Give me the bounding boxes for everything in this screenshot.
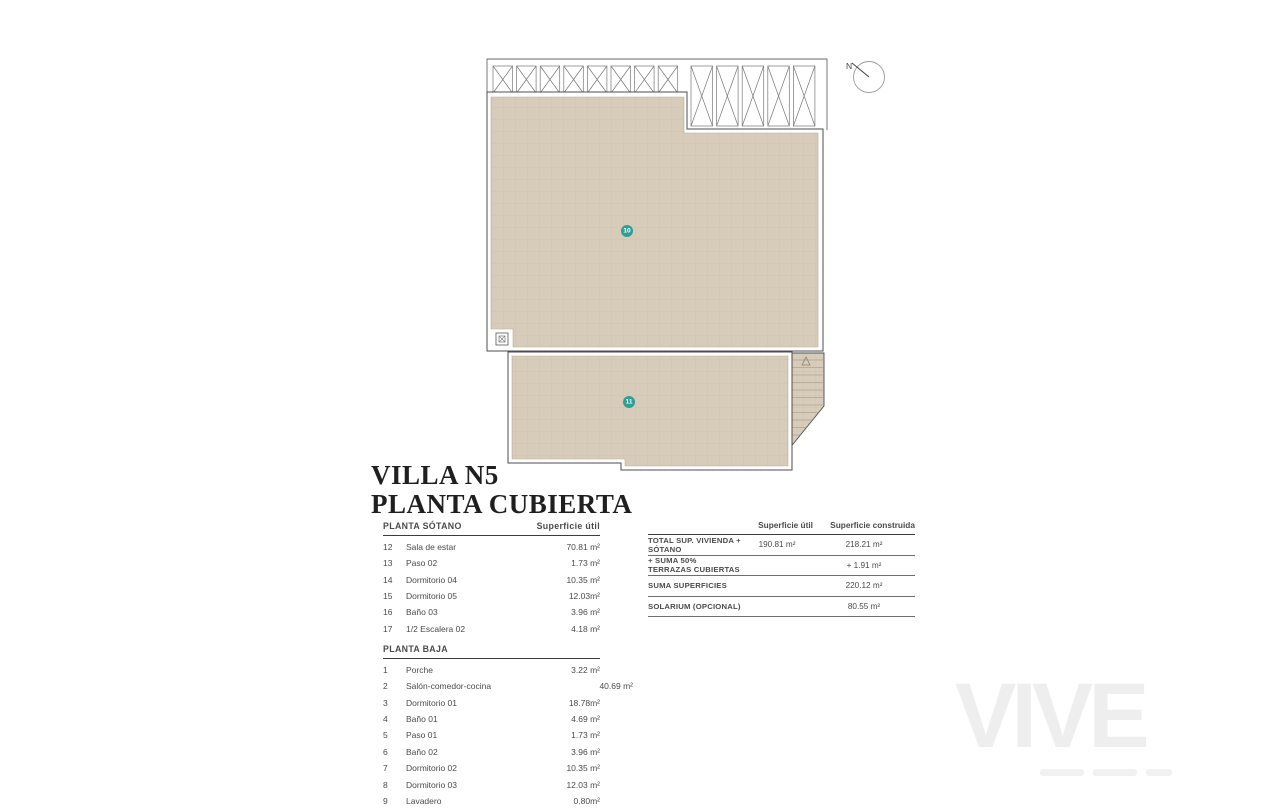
surface-table-rooms xyxy=(383,519,633,809)
watermark-pill xyxy=(1093,769,1137,776)
watermark-pill xyxy=(1146,769,1172,776)
room-name: Paso 01 xyxy=(406,730,438,741)
room-number: 6 xyxy=(383,746,388,757)
room-area-value: 12.03m² xyxy=(568,590,600,601)
room-marker-11-label: 11 xyxy=(625,398,633,406)
table-row xyxy=(383,777,600,793)
room-number: 15 xyxy=(383,590,393,601)
summary-row xyxy=(648,597,915,618)
room-name: Dormitorio 01 xyxy=(406,697,458,708)
summary-value-construida: 80.55 m² xyxy=(847,602,881,612)
room-number: 12 xyxy=(383,541,393,552)
pergola-trusses-left xyxy=(493,66,678,93)
summary-value-construida: 220.12 m² xyxy=(845,581,883,591)
room-area-value: 3.96 m² xyxy=(571,746,600,757)
page-title xyxy=(371,461,632,519)
room-name: 1/2 Escalera 02 xyxy=(406,623,466,634)
room-name: Baño 03 xyxy=(406,607,438,618)
room-name: Paso 02 xyxy=(406,558,438,569)
room-number: 7 xyxy=(383,763,388,774)
section-title: PLANTA BAJA xyxy=(383,644,448,655)
room-number: 2 xyxy=(383,681,388,692)
summary-label: SUMA SUPERFICIES xyxy=(648,581,727,591)
room-name: Salón-comedor-cocina xyxy=(406,681,492,692)
pergola-trusses-right xyxy=(691,66,815,126)
table-row xyxy=(383,728,600,744)
table-row xyxy=(383,711,600,727)
room-name: Dormitorio 03 xyxy=(406,779,458,790)
room-name: Dormitorio 02 xyxy=(406,763,458,774)
room-area-value: 3.22 m² xyxy=(571,664,600,675)
summary-value-construida: + 1.91 m² xyxy=(846,560,882,570)
room-name: Baño 01 xyxy=(406,714,438,725)
room-number: 1 xyxy=(383,664,388,675)
room-area-value: 10.35 m² xyxy=(566,574,600,585)
title-line-2: PLANTA CUBIERTA xyxy=(371,489,633,519)
room-number: 14 xyxy=(383,574,393,585)
north-compass-icon xyxy=(846,61,885,93)
room-area-value: 4.69 m² xyxy=(571,714,600,725)
room-area-value: 18.78m² xyxy=(568,697,600,708)
room-area-value: 3.96 m² xyxy=(571,607,600,618)
table-row xyxy=(383,621,600,637)
roof-area-lower xyxy=(512,356,788,466)
room-area-value: 1.73 m² xyxy=(571,558,600,569)
table-row xyxy=(383,555,600,571)
summary-row xyxy=(648,576,915,597)
room-area-value: 4.18 m² xyxy=(571,623,600,634)
table-row xyxy=(383,678,633,694)
room-name: Sala de estar xyxy=(406,541,457,552)
room-area-value: 40.69 m² xyxy=(599,681,633,692)
room-area-value: 70.81 m² xyxy=(566,541,600,552)
column-header-superficie-util: Superficie útil xyxy=(536,521,600,531)
watermark-logo: VIVE xyxy=(955,665,1145,767)
room-name: Dormitorio 05 xyxy=(406,590,458,601)
skylight-symbol xyxy=(496,333,508,345)
room-number: 13 xyxy=(383,558,393,569)
room-number: 5 xyxy=(383,730,388,741)
room-marker-10-label: 10 xyxy=(623,227,631,235)
summary-row xyxy=(648,535,915,556)
summary-header-row xyxy=(648,520,915,535)
room-name: Porche xyxy=(406,664,433,675)
watermark-pill xyxy=(1040,769,1084,776)
column-header-superficie-util: Superficie útil xyxy=(758,520,813,530)
room-area-value: 0.80m² xyxy=(573,796,600,806)
room-area-value: 10.35 m² xyxy=(566,763,600,774)
room-number: 8 xyxy=(383,779,388,790)
room-number: 16 xyxy=(383,607,393,618)
table-section-header xyxy=(383,519,600,536)
summary-row xyxy=(648,556,915,577)
floor-plan-svg xyxy=(440,40,900,480)
room-number: 4 xyxy=(383,714,388,725)
stairs xyxy=(789,353,824,449)
roof-area-upper xyxy=(491,97,818,347)
column-header-superficie-construida: Superficie construida xyxy=(830,520,915,530)
table-row xyxy=(383,695,600,711)
room-name: Baño 02 xyxy=(406,746,438,757)
summary-label: SOLARIUM (OPCIONAL) xyxy=(648,602,741,612)
room-number: 3 xyxy=(383,697,388,708)
table-row xyxy=(383,662,600,678)
room-name: Lavadero xyxy=(406,796,442,806)
table-row xyxy=(383,588,600,604)
room-name: Dormitorio 04 xyxy=(406,574,458,585)
room-area-value: 1.73 m² xyxy=(571,730,600,741)
table-row xyxy=(383,744,600,760)
table-section xyxy=(383,642,633,809)
table-rows xyxy=(383,536,600,637)
table-section xyxy=(383,519,600,637)
title-line-1: VILLA N5 xyxy=(371,460,499,490)
table-row xyxy=(383,539,600,555)
table-row xyxy=(383,604,600,620)
room-marker-11 xyxy=(623,396,635,408)
table-section-header xyxy=(383,642,600,659)
table-row xyxy=(383,793,600,809)
room-area-value: 12.03 m² xyxy=(566,779,600,790)
floor-plan-drawing xyxy=(440,40,900,480)
table-row xyxy=(383,760,600,776)
room-marker-10 xyxy=(621,225,633,237)
table-row xyxy=(383,572,600,588)
section-title: PLANTA SÓTANO xyxy=(383,521,462,531)
table-rows xyxy=(383,659,633,809)
surface-table-summary xyxy=(648,520,915,617)
summary-label: + SUMA 50% TERRAZAS CUBIERTAS xyxy=(648,556,740,575)
room-number: 9 xyxy=(383,796,388,806)
summary-value-util: 190.81 m² xyxy=(758,540,796,550)
summary-label: TOTAL SUP. VIVIENDA + SÓTANO xyxy=(648,535,741,554)
watermark-subtext xyxy=(1040,769,1172,776)
room-number: 17 xyxy=(383,623,393,634)
north-label: N xyxy=(846,61,853,71)
summary-value-construida: 218.21 m² xyxy=(845,540,883,550)
